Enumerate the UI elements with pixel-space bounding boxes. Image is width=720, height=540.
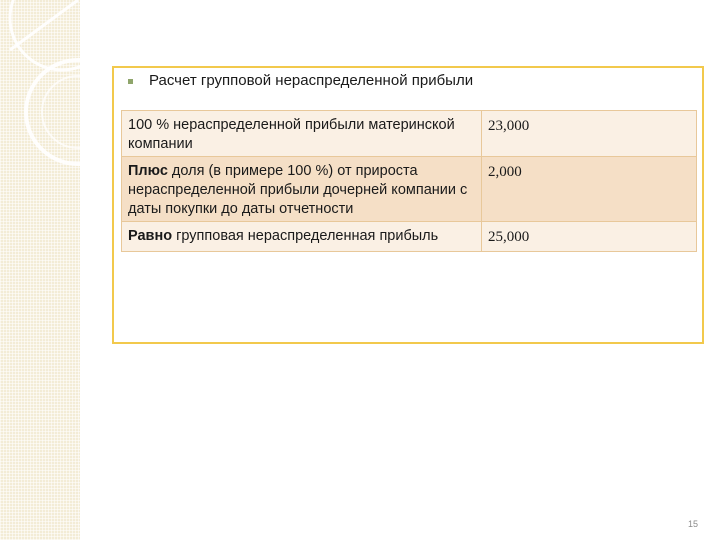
table-row xyxy=(122,157,697,222)
row-value: 25,000 xyxy=(482,222,697,252)
decorative-side-pattern xyxy=(0,0,80,540)
row-label-bold: Плюс xyxy=(128,163,168,179)
retained-earnings-table xyxy=(121,110,697,252)
row-label-text: 100 % нераспределенной прибыли материнской компании xyxy=(128,117,455,152)
bullet-icon xyxy=(128,79,133,84)
table-row xyxy=(122,222,697,252)
row-value: 23,000 xyxy=(482,111,697,157)
decorative-circles-graphic xyxy=(0,0,80,540)
page-number: 15 xyxy=(688,519,699,529)
row-label-text: групповая нераспределенная прибыль xyxy=(172,228,439,244)
row-value: 2,000 xyxy=(482,157,697,222)
row-label-bold: Равно xyxy=(128,228,173,244)
slide-heading: Расчет групповой нераспределенной прибыли xyxy=(149,72,474,89)
heading-bullet-row xyxy=(128,72,473,89)
row-label-text: доля (в примере 100 %) от прироста нераспределенной прибыли дочерней компании с даты покупки до даты отчетности xyxy=(128,163,468,217)
row-label xyxy=(122,157,482,222)
row-label xyxy=(122,111,482,157)
table-row xyxy=(122,111,697,157)
row-label xyxy=(122,222,482,252)
